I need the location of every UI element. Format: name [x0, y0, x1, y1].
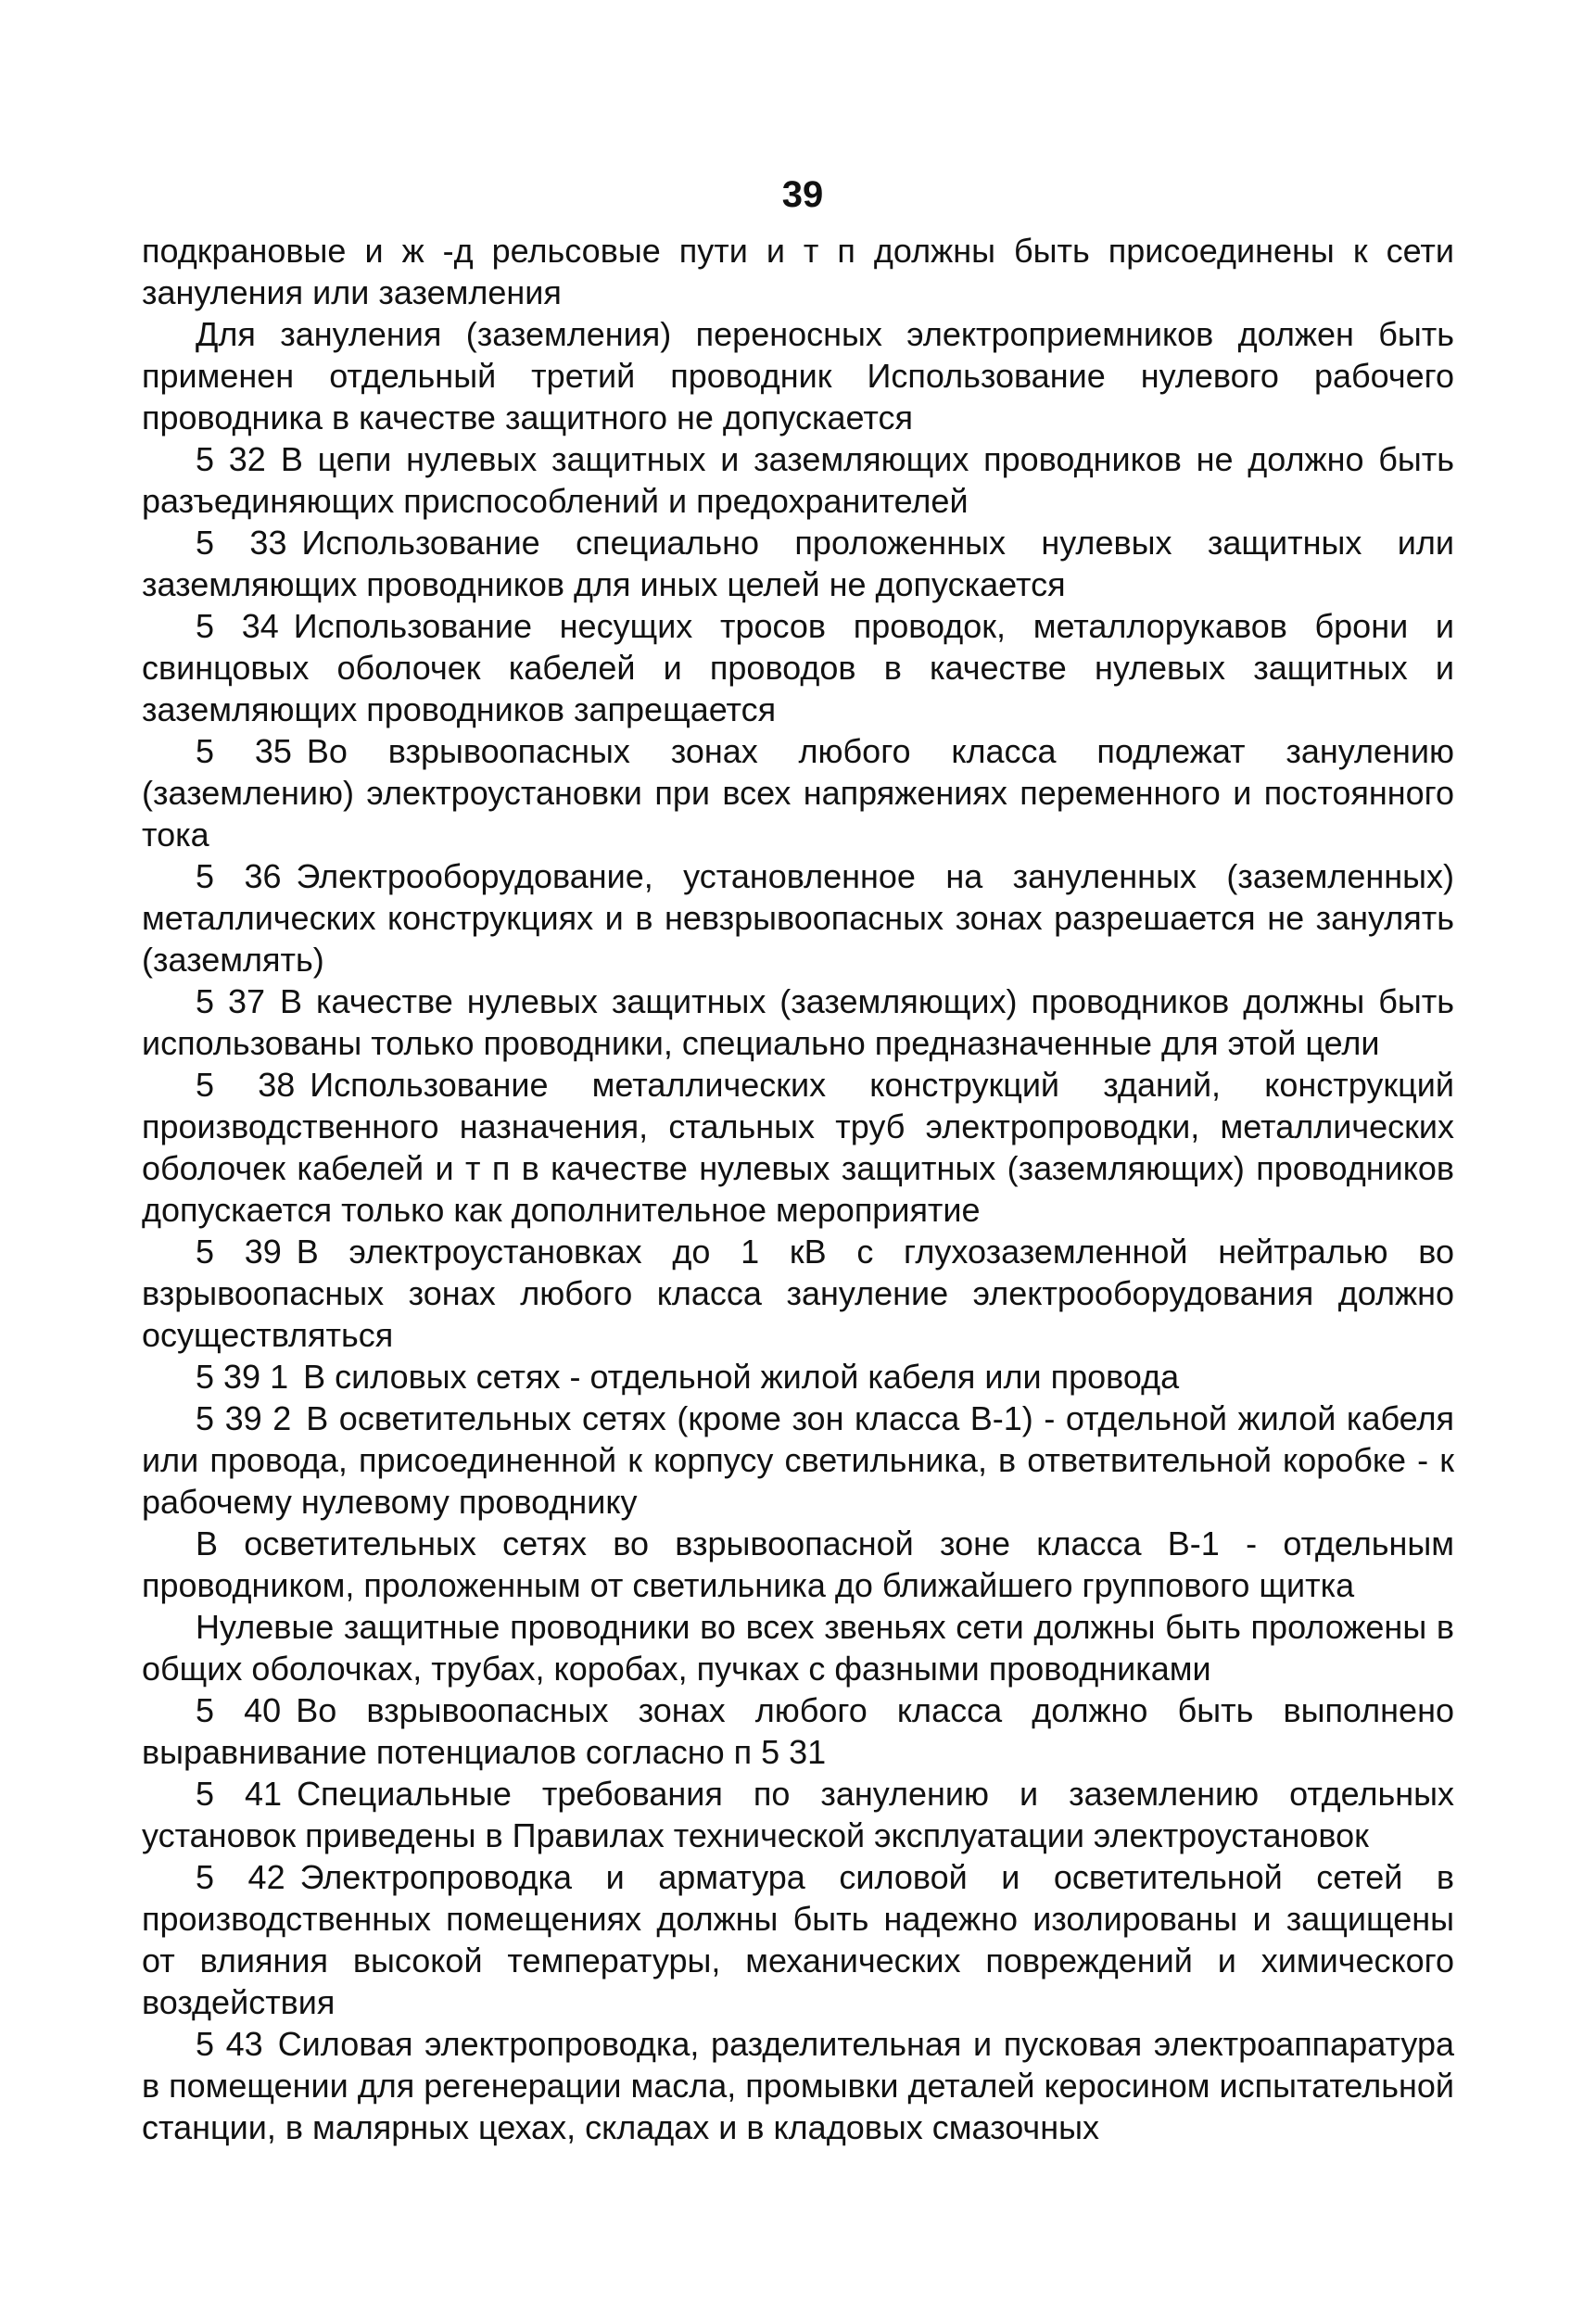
paragraph-text: Нулевые защитные проводники во всех звеньях сети должны быть проложены в общих оболочках, трубах, коробах, пучках с фазными проводниками [142, 1608, 1454, 1688]
paragraph [142, 1689, 1454, 1773]
paragraph [142, 438, 1454, 522]
paragraph-text: Использование металлических конструкций зданий, конструкций производственного назначения, стальных труб электропроводки, металлических оболочек кабелей и т п в качестве нулевых защитных (заземляющих) проводников допускается только как дополнительное мероприятие [142, 1066, 1454, 1229]
paragraph [142, 522, 1454, 605]
paragraph [142, 855, 1454, 980]
paragraph [142, 1398, 1454, 1523]
paragraph [142, 605, 1454, 730]
clause-number: 5 43 [196, 2025, 263, 2063]
paragraph [142, 1856, 1454, 2023]
paragraph [142, 1064, 1454, 1231]
paragraph-text: Во взрывоопасных зонах любого класса подлежат занулению (заземлению) электроустановки при всех напряжениях переменного и постоянного тока [142, 732, 1454, 854]
paragraph [142, 313, 1454, 438]
clause-number: 5 39 [196, 1233, 282, 1271]
paragraph-text: В электроустановках до 1 кВ с глухозаземленной нейтралью во взрывоопасных зонах любого класса зануление электрооборудования должно осуществляться [142, 1233, 1454, 1354]
paragraph-text: Во взрывоопасных зонах любого класса должно быть выполнено выравнивание потенциалов согласно п 5 31 [142, 1691, 1454, 1771]
paragraph [142, 1231, 1454, 1356]
paragraph-text: Использование специально проложенных нулевых защитных или заземляющих проводников для иных целей не допускается [142, 524, 1454, 603]
clause-number: 5 34 [196, 607, 279, 645]
paragraph-text: подкрановые и ж -д рельсовые пути и т п должны быть присоединены к сети зануления или заземления [142, 232, 1454, 311]
paragraph [142, 1773, 1454, 1856]
paragraph [142, 1606, 1454, 1689]
paragraph-text: Использование несущих тросов проводок, металлорукавов брони и свинцовых оболочек кабелей и проводов в качестве нулевых защитных и заземляющих проводников запрещается [142, 607, 1454, 728]
clause-number: 5 32 [196, 440, 266, 478]
clause-number: 5 42 [196, 1858, 285, 1896]
clause-number: 5 33 [196, 524, 287, 562]
clause-number: 5 39 1 [196, 1358, 289, 1396]
paragraph [142, 1523, 1454, 1606]
clause-number: 5 36 [196, 857, 282, 895]
paragraph-text: В осветительных сетях во взрывоопасной зоне класса В-1 - отдельным проводником, проложенным от светильника до ближайшего группового щитка [142, 1524, 1454, 1604]
paragraph-text: Специальные требования по занулению и заземлению отдельных установок приведены в Правилах технической эксплуатации электроустановок [142, 1775, 1454, 1854]
paragraph [142, 2023, 1454, 2148]
clause-number: 5 41 [196, 1775, 283, 1813]
paragraph-text: Электропроводка и арматура силовой и осветительной сетей в производственных помещениях должны быть надежно изолированы и защищены от влияния высокой температуры, механических повреждений и химического воздействия [142, 1858, 1454, 2021]
paragraph-text: Для зануления (заземления) переносных электроприемников должен быть применен отдельный третий проводник Использование нулевого рабочего проводника в качестве защитного не допускается [142, 315, 1454, 436]
paragraph [142, 980, 1454, 1064]
clause-number: 5 40 [196, 1691, 282, 1729]
paragraph-text: В цепи нулевых защитных и заземляющих проводников не должно быть разъединяющих приспособлений и предохранителей [142, 440, 1454, 520]
clause-number: 5 38 [196, 1066, 296, 1104]
page-number: 39 [781, 174, 824, 215]
paragraph [142, 1356, 1454, 1398]
document-page [142, 167, 1454, 2148]
clause-number: 5 35 [196, 732, 292, 770]
paragraph-text: В качестве нулевых защитных (заземляющих) проводников должны быть использованы только проводники, специально предназначенные для этой цели [142, 982, 1454, 1062]
paragraph [142, 730, 1454, 855]
paragraph-text: Силовая электропроводка, разделительная и пусковая электроаппаратура в помещении для регенерации масла, промывки деталей керосином испытательной станции, в малярных цехах, складах и в кладовых смазочных [142, 2025, 1454, 2146]
paragraph [142, 230, 1454, 313]
paragraph-text: Электрооборудование, установленное на зануленных (заземленных) металлических конструкциях и в невзрывоопасных зонах разрешается не занулять (заземлять) [142, 857, 1454, 979]
body-text [142, 230, 1454, 2148]
paragraph-text: В силовых сетях - отдельной жилой кабеля или провода [303, 1358, 1180, 1396]
clause-number: 5 37 [196, 982, 266, 1020]
paragraph-text: В осветительных сетях (кроме зон класса В-1) - отдельной жилой кабеля или провода, присоединенной к корпусу светильника, в ответвительной коробке - к рабочему нулевому проводнику [142, 1399, 1454, 1521]
clause-number: 5 39 2 [196, 1399, 292, 1437]
